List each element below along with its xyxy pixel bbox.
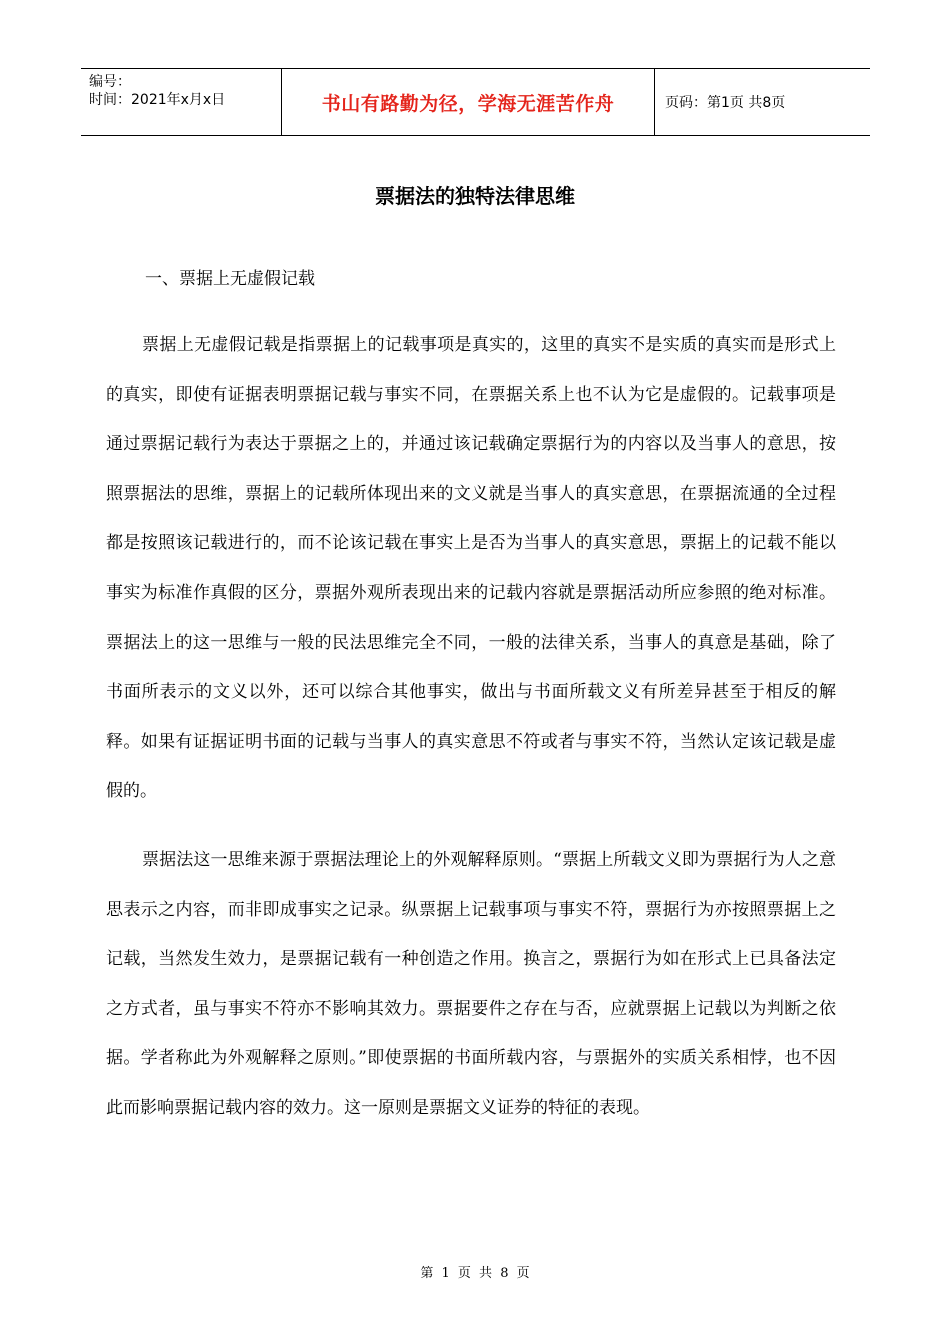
section-heading: 一、票据上无虚假记载 xyxy=(145,269,315,289)
header-page-info: 页码：第1页 共8页 xyxy=(665,95,786,111)
body-paragraph: 票据上无虚假记载是指票据上的记载事项是真实的，这里的真实不是实质的真实而是形式上的真实，即使有证据表明票据记载与事实不同，在票据关系上也不认为它是虚假的。记载事项是通过票据记载行为表达于票据之上的，并通过该记载确定票据行为的内容以及当事人的意思，按照票据法的思维，票据上的记载所体现出来的文义就是当事人的真实意思，在票据流通的全过程都是按照该记载进行的，而不论该记载在事实上是否为当事人的真实意思，票据上的记载不能以事实为标准作真假的区分，票据外观所表现出来的记载内容就是票据活动所应参照的绝对标准。票据法上的这一思维与一般的民法思维完全不同，一般的法律关系，当事人的真意是基础，除了书面所表示的文义以外，还可以综合其他事实，做出与书面所载文义有所差异甚至于相反的解释。如果有证据证明书面的记载与当事人的真实意思不符或者与事实不符，当然认定该记载是虚假的。 xyxy=(106,335,836,802)
body-paragraph: 票据法这一思维来源于票据法理论上的外观解释原则。“票据上所载文义即为票据行为人之意思表示之内容，而非即成事实之记录。纵票据上记载事项与事实不符，票据行为亦按照票据上之记载，当然发生效力，是票据记载有一种创造之作用。换言之，票据行为如在形式上已具备法定之方式者，虽与事实不符亦不影响其效力。票据要件之存在与否，应就票据上记载以为判断之依据。学者称此为外观解释之原则。”即使票据的书面所载内容，与票据外的实质关系相悖，也不因此而影响票据记载内容的效力。这一原则是票据文义证券的特征的表现。 xyxy=(106,850,836,1118)
motto-text: 书山有路勤为径，学海无涯苦作舟 xyxy=(321,92,615,115)
page-footer: 第 1 页 共 8 页 xyxy=(420,1266,530,1281)
header-meta-cell xyxy=(81,69,282,136)
header-page-cell xyxy=(655,69,871,136)
header-motto-cell xyxy=(282,69,655,136)
date-label: 时间：2021年x月x日 xyxy=(89,92,226,108)
header-table xyxy=(81,68,870,136)
document-title: 票据法的独特法律思维 xyxy=(375,184,575,208)
serial-number-label: 编号： xyxy=(89,74,131,90)
